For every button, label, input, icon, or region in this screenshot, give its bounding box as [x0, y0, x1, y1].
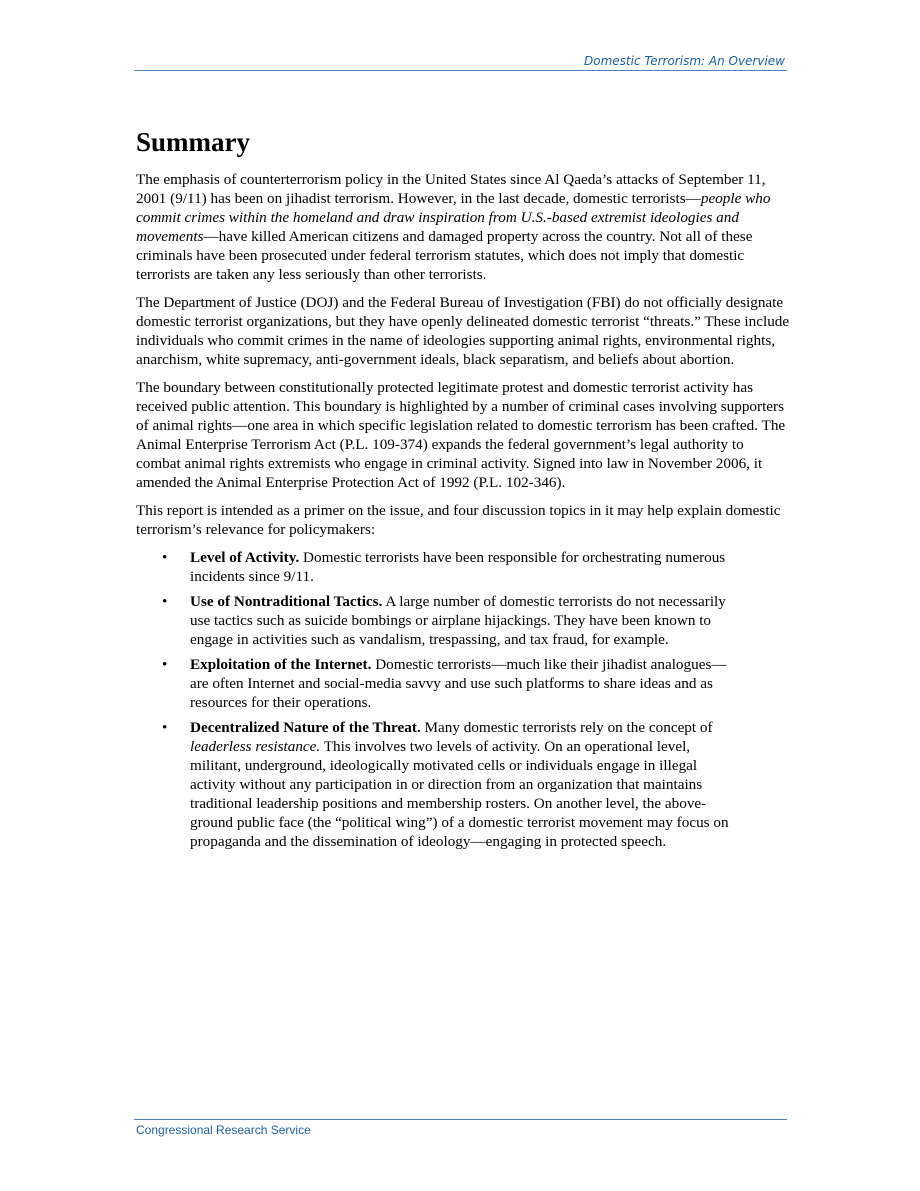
list-item	[136, 548, 730, 586]
list-item-title: Decentralized Nature of the Threat.	[190, 719, 421, 736]
paragraph-1-part-a: The emphasis of counterterrorism policy in the United States since Al Qaeda’s attacks of September 11, 2001 (9/11) has been on jihadist terrorism. However, in the last decade, domestic terrorists—	[136, 171, 766, 207]
running-header	[134, 54, 787, 71]
paragraph-3: The boundary between constitutionally protected legitimate protest and domestic terrorist activity has received public attention. This boundary is highlighted by a number of criminal cases involving supporters of animal rights—one area in which specific legislation related to domestic terrorism has been crafted. The Animal Enterprise Terrorism Act (P.L. 109-374) expands the federal government’s legal authority to combat animal rights extremists who engage in criminal activity. Signed into law in November 2006, it amended the Animal Enterprise Protection Act of 1992 (P.L. 102-346).	[136, 379, 786, 491]
bullet-icon: •	[162, 549, 168, 566]
summary-section	[136, 126, 790, 857]
list-item-title: Use of Nontraditional Tactics.	[190, 593, 383, 610]
list-item-emphasis: leaderless resistance.	[190, 738, 321, 755]
list-item-text-b: This involves two levels of activity. On an operational level, militant, underground, ideologically motivated cells or individuals engage in illegal activity without any participation in or direction from an organization that maintains traditional leadership positions and membership rosters. On another level, the above-ground public face (the “political wing”) of a domestic terrorist movement may focus on propaganda and the dissemination of ideology—engaging in protected speech.	[190, 738, 729, 850]
list-item	[136, 718, 730, 851]
list-item-title: Exploitation of the Internet.	[190, 656, 372, 673]
paragraph-4: This report is intended as a primer on the issue, and four discussion topics in it may help explain domestic terrorism’s relevance for policymakers:	[136, 502, 781, 538]
list-item	[136, 592, 730, 649]
paragraph-2: The Department of Justice (DOJ) and the Federal Bureau of Investigation (FBI) do not officially designate domestic terrorist organizations, but they have openly delineated domestic terrorist “threats.” These include individuals who commit crimes in the name of ideologies supporting animal rights, environmental rights, anarchism, white supremacy, anti-government ideals, black separatism, and beliefs about abortion.	[136, 294, 790, 368]
list-item-text: Domestic terrorists have been responsible for orchestrating numerous incidents since 9/11.	[190, 549, 726, 585]
running-header-title: Domestic Terrorism: An Overview	[584, 54, 785, 68]
list-item-text-a: Many domestic terrorists rely on the concept of	[420, 719, 713, 736]
footer-text: Congressional Research Service	[136, 1123, 311, 1137]
paragraph-1	[136, 170, 790, 284]
list-item-text: A large number of domestic terrorists do not necessarily use tactics such as suicide bombings or airplane hijackings. They have been known to engage in activities such as vandalism, trespassing, and tax fraud, for example.	[190, 593, 726, 648]
bullet-icon: •	[162, 593, 168, 610]
bullet-icon: •	[162, 656, 168, 673]
page-title: Summary	[136, 127, 250, 157]
paragraph-1-part-c: —have killed American citizens and damaged property across the country. Not all of these criminals have been prosecuted under federal terrorism statutes, which does not imply that domestic terrorists are taken any less seriously than other terrorists.	[136, 228, 753, 283]
paragraph-1-definition: people who commit crimes within the homeland and draw inspiration from U.S.-based extremist ideologies and movements	[136, 190, 771, 245]
page-footer	[134, 1119, 787, 1137]
list-item-text: Domestic terrorists—much like their jihadist analogues—are often Internet and social-media savvy and use such platforms to share ideas and as resources for their operations.	[190, 656, 727, 711]
list-item-title: Level of Activity.	[190, 549, 300, 566]
topic-list	[136, 548, 790, 851]
bullet-icon: •	[162, 719, 168, 736]
list-item	[136, 655, 730, 712]
